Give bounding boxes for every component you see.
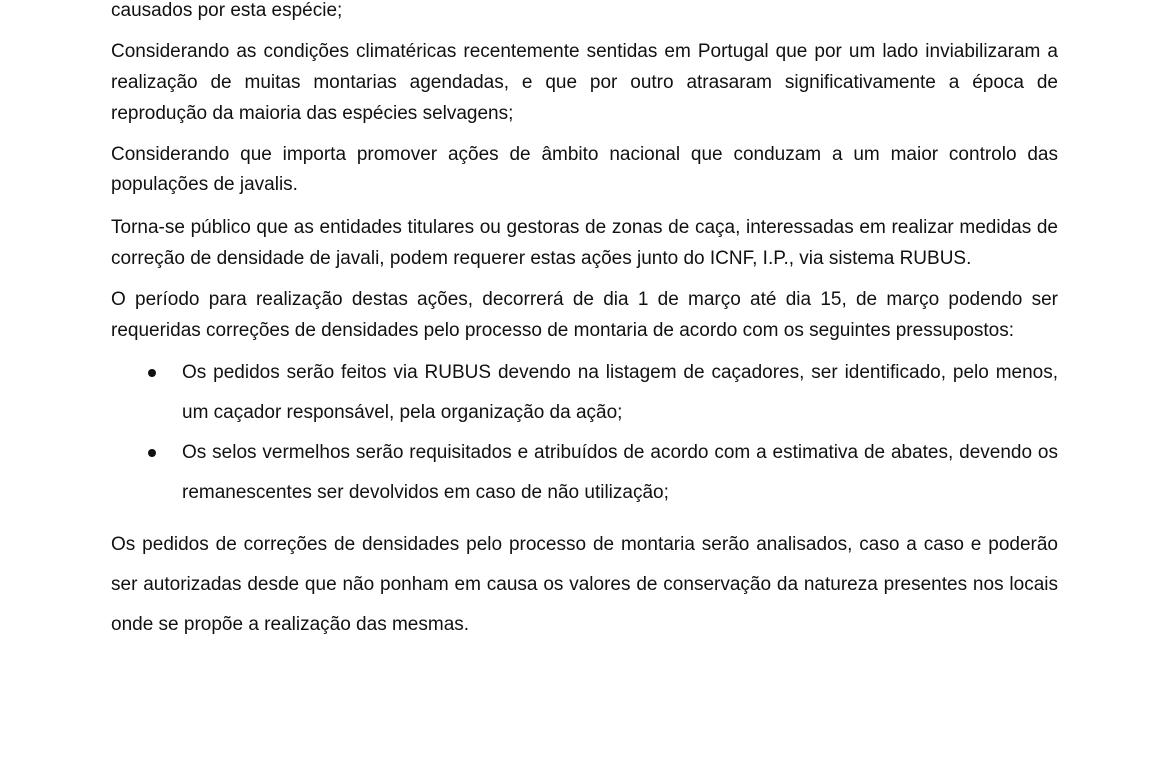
paragraph-national-actions: Considerando que importa promover ações de âmbito nacional que conduzam a um maior controlo das populações de javalis. xyxy=(111,144,1058,195)
paragraph-climate-conditions: Considerando as condições climatéricas recentemente sentidas em Portugal que por um lado inviabilizaram a realização de muitas montarias agendadas, e que por outro atrasaram significativamente a época de reprodução da maioria das espécies selvagens; xyxy=(111,41,1058,124)
paragraph-closing: Os pedidos de correções de densidades pelo processo de montaria serão analisados, caso a caso e poderão ser autorizadas desde que não ponham em causa os valores de conservação da natureza presentes nos locais onde se propõe a realização das mesmas. xyxy=(111,534,1058,635)
list-item-text: Os selos vermelhos serão requisitados e atribuídos de acordo com a estimativa de abates, devendo os remanescentes ser devolvidos em caso de não utilização; xyxy=(182,442,1058,503)
list-item-text: Os pedidos serão feitos via RUBUS devendo na listagem de caçadores, ser identificado, pelo menos, um caçador responsável, pela organização da ação; xyxy=(182,362,1058,423)
paragraph-public-notice: Torna-se público que as entidades titulares ou gestoras de zonas de caça, interessadas em realizar medidas de correção de densidade de javali, podem requerer estas ações junto do ICNF, I.P., via sistema RUBUS. xyxy=(111,217,1058,269)
paragraph-fragment: causados por esta espécie; xyxy=(111,0,343,21)
bullet-icon xyxy=(148,369,156,377)
paragraph-period: O período para realização destas ações, decorrerá de dia 1 de março até dia 15, de março podendo ser requeridas correções de densidades pelo processo de montaria de acordo com os seguintes pressupostos: xyxy=(111,289,1058,341)
bullet-icon xyxy=(148,449,156,457)
